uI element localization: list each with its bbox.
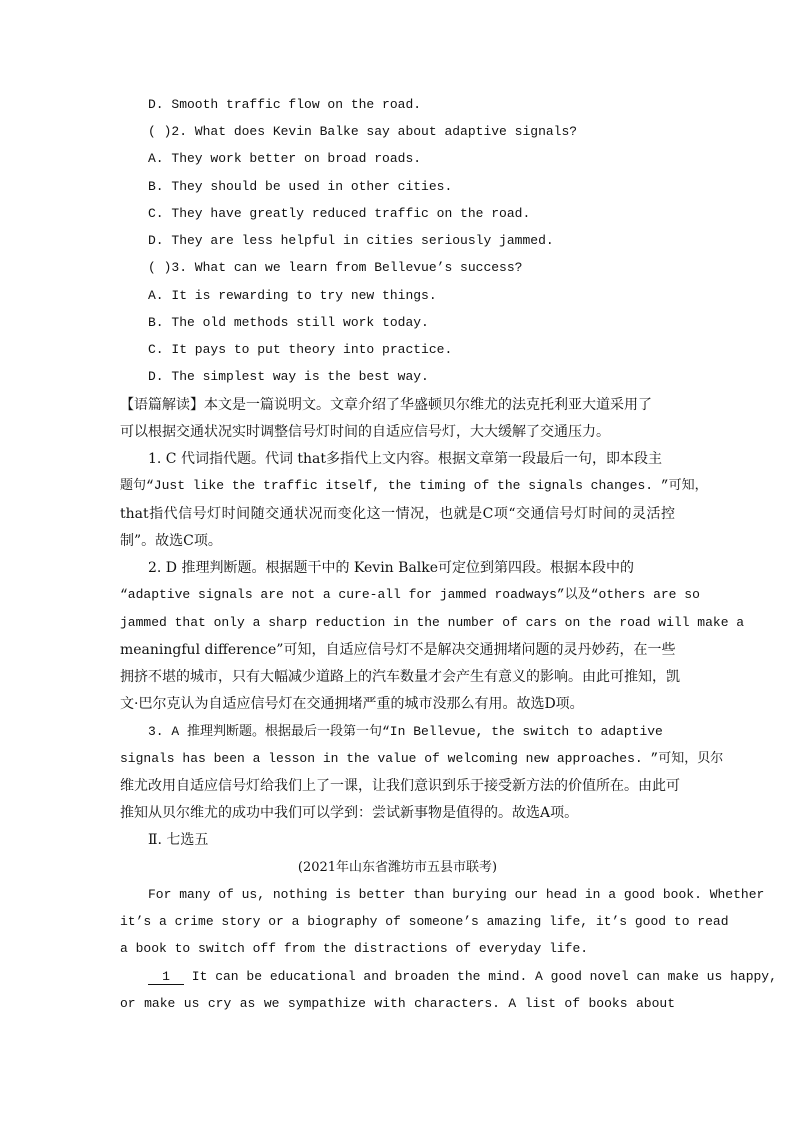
q2-option-b: B. They should be used in other cities. [148, 179, 453, 194]
passage-p1-line3: a book to switch off from the distractions of everyday life. [120, 941, 589, 956]
q2-stem: ( )2. What does Kevin Balke say about adaptive signals? [148, 124, 578, 139]
q3-option-b: B. The old methods still work today. [148, 315, 429, 330]
answer3-line2: signals has been a lesson in the value of welcoming new approaches. ”可知，贝尔 [120, 751, 724, 766]
answer3-line3: 维尤改用自适应信号灯给我们上了一课，让我们意识到乐于接受新方法的价值所在。由此可 [120, 778, 680, 794]
answer2-line6: 文·巴尔克认为自适应信号灯在交通拥堵严重的城市没那么有用。故选D项。 [120, 696, 584, 712]
answer1-line4: 制”。故选C项。 [120, 533, 222, 549]
passage-source: (2021年山东省潍坊市五县市联考) [297, 860, 498, 875]
analysis-intro-line1: 【语篇解读】本文是一篇说明文。文章介绍了华盛顿贝尔维尤的法克托利亚大道采用了 [120, 397, 652, 413]
q3-option-c: C. It pays to put theory into practice. [148, 342, 453, 357]
passage-p2-line2: or make us cry as we sympathize with characters. A list of books about [120, 996, 675, 1011]
passage-p1-line1: For many of us, nothing is better than burying our head in a good book. Whether [148, 887, 765, 902]
q3-option-d: D. The simplest way is the best way. [148, 369, 429, 384]
answer2-line4: meaningful difference”可知，自适应信号灯不是解决交通拥堵问题的灵丹妙药，在一些 [120, 642, 676, 658]
answer2-line5: 拥挤不堪的城市，只有大幅减少道路上的汽车数量才会产生有意义的影响。由此可推知，凯 [120, 669, 680, 685]
blank-1[interactable]: 1 [148, 970, 184, 985]
answer1-line2: 题句“Just like the traffic itself, the timing of the signals changes. ”可知， [120, 478, 708, 493]
passage-p2-line1-text: It can be educational and broaden the mind. A good novel can make us happy, [184, 969, 777, 984]
answer1-line3: that指代信号灯时间随交通状况而变化这一情况，也就是C项“交通信号灯时间的灵活控 [120, 506, 675, 522]
q2-option-d: D. They are less helpful in cities seriously jammed. [148, 233, 554, 248]
analysis-intro-line2: 可以根据交通状况实时调整信号灯时间的自适应信号灯，大大缓解了交通压力。 [120, 424, 610, 440]
section-heading: Ⅱ. 七选五 [148, 832, 209, 848]
q3-option-a: A. It is rewarding to try new things. [148, 288, 437, 303]
q3-stem: ( )3. What can we learn from Bellevue’s success? [148, 260, 523, 275]
answer2-line3: jammed that only a sharp reduction in the number of cars on the road will make a [120, 615, 745, 630]
q2-option-c: C. They have greatly reduced traffic on the road. [148, 206, 531, 221]
passage-p1-line2: it’s a crime story or a biography of someone’s amazing life, it’s good to read [120, 914, 729, 929]
answer3-line4: 推知从贝尔维尤的成功中我们可以学到：尝试新事物是值得的。故选A项。 [120, 805, 579, 821]
answer3-line1: 3. A 推理判断题。根据最后一段第一句“In Bellevue, the switch to adaptive [148, 724, 663, 739]
answer2-line1: 2. D 推理判断题。根据题干中的 Kevin Balke可定位到第四段。根据本段中的 [148, 560, 635, 576]
q1-option-d: D. Smooth traffic flow on the road. [148, 97, 422, 112]
q2-option-a: A. They work better on broad roads. [148, 151, 422, 166]
answer2-line2: “adaptive signals are not a cure-all for jammed roadways”以及“others are so [120, 587, 700, 602]
passage-p2-line1 [148, 968, 777, 986]
answer1-line1: 1. C 代词指代题。代词 that多指代上文内容。根据文章第一段最后一句，即本段主 [148, 451, 663, 467]
